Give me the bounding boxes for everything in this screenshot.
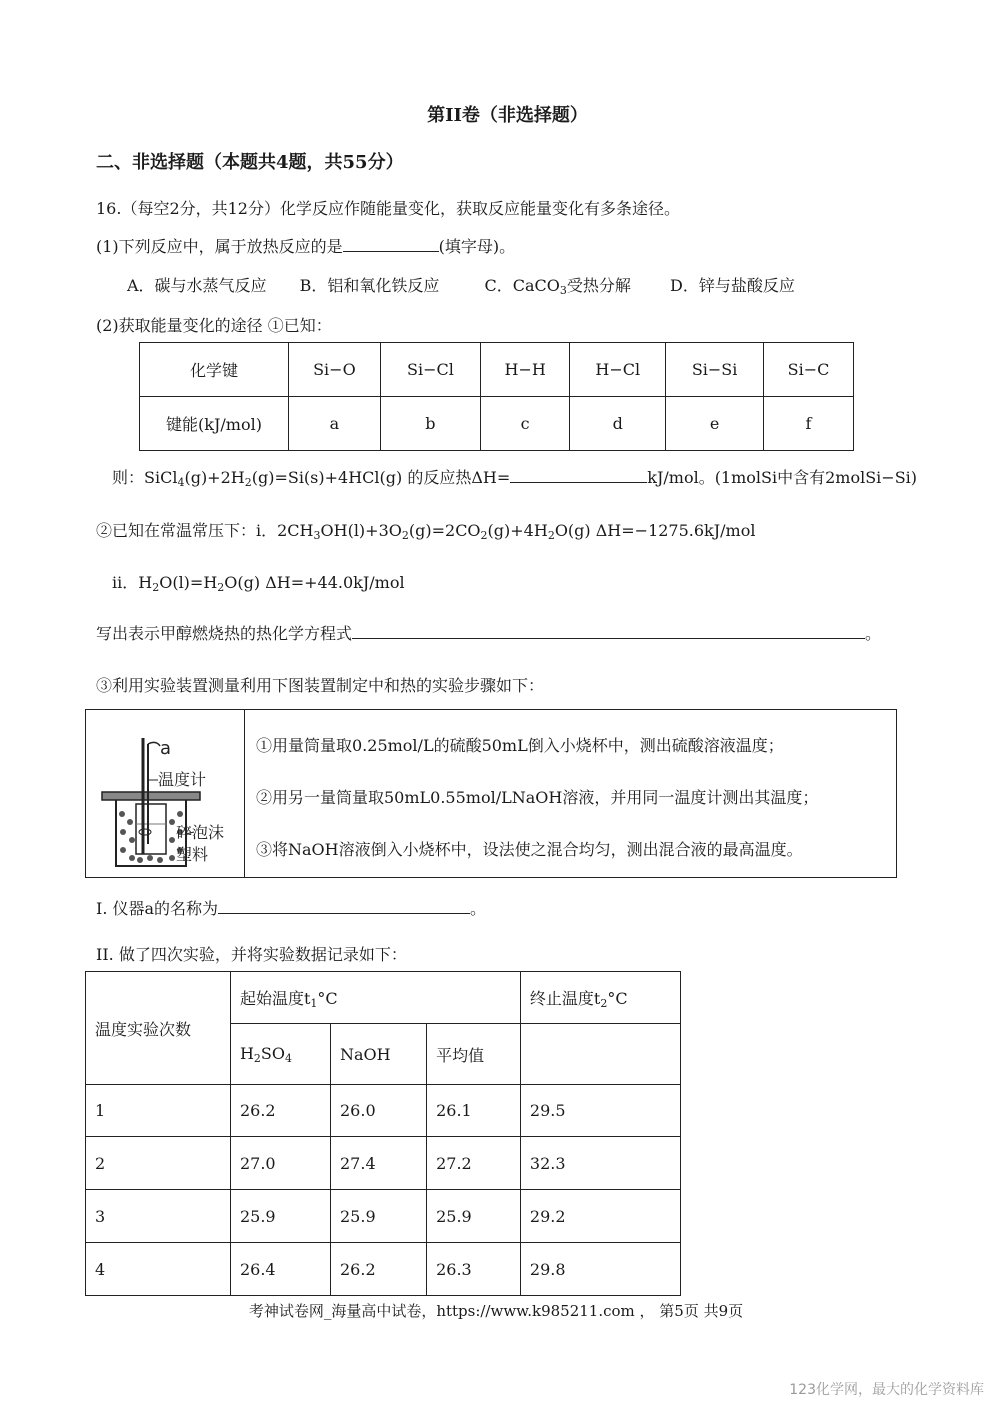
table-cell: 25.9 (427, 1190, 521, 1243)
part1-suffix: (填字母)。 (438, 237, 516, 256)
answer-blank-4 (218, 912, 470, 914)
section-heading: 第II卷（非选择题） (427, 105, 588, 126)
step-2: ②用另一量筒量取50mL0.55mol/LNaOH溶液，并用同一温度计测出其温度； (256, 788, 819, 807)
table-cell: Si−Si (666, 343, 764, 397)
table-cell: 2 (86, 1137, 231, 1190)
table-cell: 25.9 (331, 1190, 427, 1243)
table-cell: 4 (86, 1243, 231, 1296)
label-thermometer: 温度计 (158, 770, 207, 789)
table-cell: 26.2 (331, 1243, 427, 1296)
table-row (86, 1190, 681, 1243)
write-equation-line: 写出表示甲醇燃烧热的热化学方程式 。 (96, 624, 882, 643)
table-cell: a (289, 397, 381, 451)
table-row (86, 1085, 681, 1137)
label-foam-2: 塑料 (176, 845, 209, 864)
option-a: A．碳与水蒸气反应 (127, 276, 267, 295)
table-header-cell: 终止温度$t_2^\circ C$ (520, 972, 680, 1024)
table-cell: Si−O (289, 343, 381, 397)
question-16-intro: 16.（每空2分，共12分）化学反应作随能量变化，获取反应能量变化有多条途径。 (96, 199, 680, 218)
experiment-intro: ③利用实验装置测量利用下图装置制定中和热的实验步骤如下： (96, 676, 545, 695)
table-cell: 26.3 (427, 1243, 521, 1296)
table-cell: 29.8 (520, 1243, 680, 1296)
table-cell: 26.4 (230, 1243, 330, 1296)
table-cell: d (570, 397, 666, 451)
reaction-heat-line: 则：$SiCl_4(g)+2H_2(g)=Si(s)+4HCl(g)$ 的反应热ΔH= kJ/mol。(1molSi中含有2molSi−Si) (112, 468, 918, 489)
label-a: a (160, 738, 172, 759)
table-cell: H−H (481, 343, 570, 397)
table-cell: 26.2 (230, 1085, 330, 1137)
page-footer: 考神试卷网_海量高中试卷，https://www.k985211.com ， 第5页 共9页 (248, 1302, 744, 1320)
step-3: ③将NaOH溶液倒入小烧杯中，设法使之混合均匀，测出混合液的最高温度。 (256, 840, 803, 859)
bond-energy-table (139, 342, 854, 451)
table-header-cell: 平均值 (427, 1024, 521, 1085)
experiment-box (85, 709, 897, 878)
step-1: ①用量筒量取0.25mol/L的硫酸50mL倒入小烧杯中，测出硫酸溶液温度； (256, 736, 784, 755)
known-equation-i: ②已知在常温常压下：i．$2CH_3OH(l)+3O_2(g)=2CO_2(g)+4H_2O(g)$ ΔH=−1275.6kJ/mol (96, 521, 756, 542)
question-II: II. 做了四次实验，并将实验数据记录如下： (96, 945, 407, 964)
section-title: 二、非选择题（本题共4题，共55分） (96, 152, 404, 173)
table-cell: 26.1 (427, 1085, 521, 1137)
table-cell: 29.5 (520, 1085, 680, 1137)
question-16-part1 (96, 234, 515, 257)
table-cell: 26.0 (331, 1085, 427, 1137)
table-cell: 25.9 (230, 1190, 330, 1243)
experiment-data-table (85, 971, 681, 1296)
table-header-cell: 起始温度$t_1^\circ C$ (230, 972, 520, 1024)
table-cell: 27.4 (331, 1137, 427, 1190)
table-cell: 27.0 (230, 1137, 330, 1190)
option-d: D．锌与盐酸反应 (670, 276, 795, 295)
table-row (86, 972, 681, 1024)
answer-blank-3 (352, 637, 865, 639)
question-16-part2: (2)获取能量变化的途径 ①已知： (96, 316, 332, 335)
table-cell: b (380, 397, 480, 451)
table-cell: Si−Cl (380, 343, 480, 397)
table-row (86, 1243, 681, 1296)
table-header-cell: NaOH (331, 1024, 427, 1085)
table-header-cell: 温度实验次数 (86, 972, 231, 1085)
option-b: B．铝和氧化铁反应 (299, 276, 440, 295)
table-row (86, 1137, 681, 1190)
option-c: C．CaCO$_3$受热分解 (484, 276, 631, 297)
table-cell: 32.3 (520, 1137, 680, 1190)
answer-blank-2 (510, 481, 647, 483)
question-I: I. 仪器a的名称为 。 (96, 899, 487, 918)
answer-blank-1 (343, 250, 439, 252)
options-row (127, 273, 795, 297)
table-cell: c (481, 397, 570, 451)
part1-text: (1)下列反应中，属于放热反应的是 (96, 237, 343, 256)
table-row (140, 343, 854, 397)
table-cell: f (763, 397, 853, 451)
table-cell (520, 1024, 680, 1085)
table-cell: Si−C (763, 343, 853, 397)
table-cell: 27.2 (427, 1137, 521, 1190)
watermark: 123化学网，最大的化学资料库 (789, 1382, 984, 1398)
table-cell: e (666, 397, 764, 451)
table-header-cell: $H_2SO_4$ (230, 1024, 330, 1085)
table-cell: H−Cl (570, 343, 666, 397)
table-cell: 键能(kJ/mol) (140, 397, 289, 451)
calorimeter-diagram (90, 714, 242, 874)
box-divider (244, 710, 245, 877)
table-cell: 1 (86, 1085, 231, 1137)
label-foam-1: 碎泡沫 (176, 823, 225, 842)
table-cell: 3 (86, 1190, 231, 1243)
table-cell: 29.2 (520, 1190, 680, 1243)
table-cell: 化学键 (140, 343, 289, 397)
known-equation-ii: ii．$H_2O(l)=H_2O(g)$ ΔH=+44.0kJ/mol (112, 573, 405, 594)
table-row (140, 397, 854, 451)
